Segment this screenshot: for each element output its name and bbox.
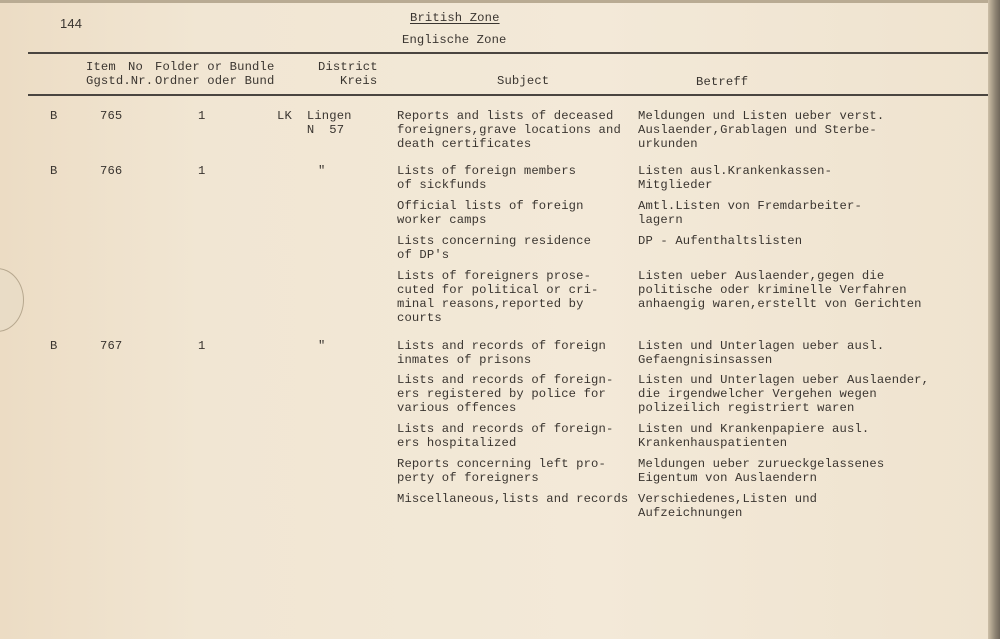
subject-de: Listen ueber Auslaender,gegen die politische oder kriminelle Verfahren anhaengig waren,erstellt von Gerichten xyxy=(638,269,922,311)
entry-number: 765 xyxy=(100,109,123,123)
zone-title-de: Englische Zone xyxy=(402,33,507,47)
subject-de: Amtl.Listen von Fremdarbeiter- lagern xyxy=(638,199,862,227)
header-bottom-rule xyxy=(28,94,988,96)
subject-en: Official lists of foreign worker camps xyxy=(397,199,584,227)
header-item-de: Ggstd.Nr. xyxy=(86,74,154,88)
subject-de: Meldungen und Listen ueber verst. Auslaender,Grablagen und Sterbe- urkunden xyxy=(638,109,885,151)
entry-prefix: B xyxy=(50,164,58,178)
entry-district: LK Lingen N 57 xyxy=(277,109,352,137)
subject-de: Meldungen ueber zurueckgelassenes Eigentum von Auslaendern xyxy=(638,457,885,485)
subject-en: Miscellaneous,lists and records xyxy=(397,492,629,506)
entry-folder: 1 xyxy=(198,164,206,178)
entry-folder: 1 xyxy=(198,339,206,353)
entry-prefix: B xyxy=(50,339,58,353)
header-folder-en: Folder or Bundle xyxy=(155,60,275,74)
subject-de: Verschiedenes,Listen und Aufzeichnungen xyxy=(638,492,818,520)
header-district-en: District xyxy=(318,60,378,74)
header-folder-de: Ordner oder Bund xyxy=(155,74,275,88)
entry-folder: 1 xyxy=(198,109,206,123)
entry-district-ditto: " xyxy=(318,339,326,353)
page-right-edge xyxy=(988,0,1000,639)
subject-en: Reports and lists of deceased foreigners,grave locations and death certificates xyxy=(397,109,621,151)
subject-de: Listen und Unterlagen ueber Auslaender, die irgendwelcher Vergehen wegen polizeilich registriert waren xyxy=(638,373,930,415)
header-district-de: Kreis xyxy=(340,74,378,88)
subject-en: Lists of foreigners prose- cuted for political or cri- minal reasons,reported by courts xyxy=(397,269,599,325)
subject-en: Lists and records of foreign inmates of prisons xyxy=(397,339,606,367)
subject-en: Lists and records of foreign- ers hospitalized xyxy=(397,422,614,450)
subject-de: Listen und Unterlagen ueber ausl. Gefaengnisinsassen xyxy=(638,339,885,367)
header-top-rule xyxy=(28,52,988,54)
subject-en: Lists concerning residence of DP's xyxy=(397,234,592,262)
header-item-en: Item xyxy=(86,60,116,74)
entry-district-ditto: " xyxy=(318,164,326,178)
page-top-edge xyxy=(0,0,1000,3)
header-subject: Subject xyxy=(497,74,550,88)
entry-prefix: B xyxy=(50,109,58,123)
zone-title-en: British Zone xyxy=(410,11,500,25)
entry-number: 766 xyxy=(100,164,123,178)
subject-en: Lists and records of foreign- ers registered by police for various offences xyxy=(397,373,614,415)
subject-de: Listen und Krankenpapiere ausl. Krankenhauspatienten xyxy=(638,422,870,450)
header-no-en: No xyxy=(128,60,143,74)
subject-en: Lists of foreign members of sickfunds xyxy=(397,164,577,192)
subject-de: Listen ausl.Krankenkassen- Mitglieder xyxy=(638,164,833,192)
header-betreff: Betreff xyxy=(696,75,749,89)
subject-de: DP - Aufenthaltslisten xyxy=(638,234,803,248)
subject-en: Reports concerning left pro- perty of foreigners xyxy=(397,457,606,485)
entry-number: 767 xyxy=(100,339,123,353)
page-number: 144 xyxy=(60,16,83,31)
